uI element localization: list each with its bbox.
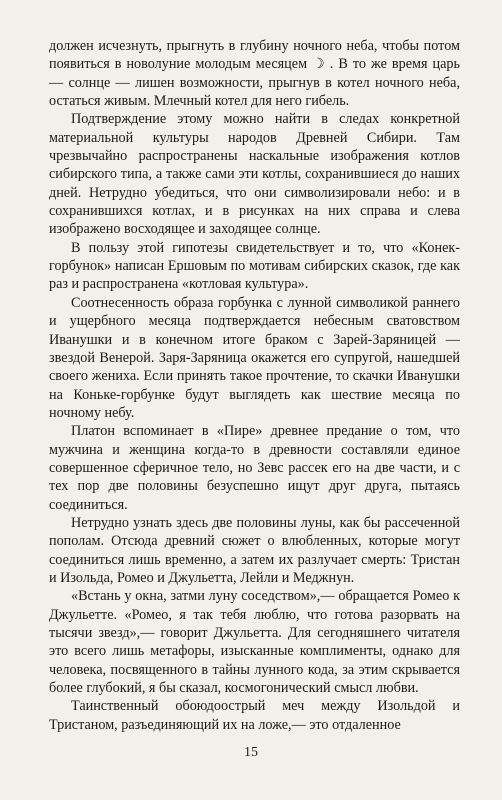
paragraph: Соотнесенность образа горбунка с лунной символикой раннего и ущербного месяца подтверждается небесным сватовством Иванушки и в конечном итоге браком с Зарей-Заряницей — звездой Венерой. Заря-Заряница окажется его супругой, нашедшей своего жениха. Если принять такое прочтение, то скачки Иванушки на Коньке-горбунке будут выглядеть как шествие месяца по ночному небу. [49,294,460,421]
paragraph: Нетрудно узнать здесь две половины луны, как бы рассеченной пополам. Отсюда древний сюжет о влюбленных, которые могут соединиться лишь временно, а затем их разлучает смерть: Тристан и Изольда, Ромео и Джульетта, Лейли и Меджнун. [49,514,460,586]
body-text [49,37,460,734]
paragraph: Таинственный обоюдоострый меч между Изольдой и Тристаном, разъединяющий их на ложе,— это отдаленное [49,698,460,733]
paragraph: «Встань у окна, затми луну соседством»,— обращается Ромео к Джульетте. «Ромео, я так тебя люблю, что готова разорвать на тысячи звезд»,— говорит Джульетта. Для сегодняшнего читателя это всего лишь метафоры, изысканные комплименты, однако для человека, посвященного в тайны лунного кода, за этим скрывается более глубокий, я бы сказал, космогонический смысл любви. [49,588,460,697]
paragraph: должен исчезнуть, прыгнуть в глубину ночного неба, чтобы потом появиться в новолуние молодым месяцем ☽ . В то же время царь — солнце — лишен возможности, прыгнув в котел ночного неба, остаться живым. Млечный котел для него гибель. [49,38,460,110]
page-number: 15 [244,745,258,760]
paragraph: Платон вспоминает в «Пире» древнее предание о том, что мужчина и женщина когда-то в древности составляли единое совершенное сферичное тело, но Зевс рассек его на две части, и с тех пор две половины безуспешно ищут друг друга, пытаясь соединиться. [49,423,460,513]
paragraph: Подтверждение этому можно найти в следах конкретной материальной культуры народов Древней Сибири. Там чрезвычайно распространены наскальные изображения котлов сибирского типа, а также сами эти котлы, сохранившиеся до наших дней. Нетрудно убедиться, что они символизировали небо: и в сохранившихся котлах, и в рисунках на них справа и слева изображено восходящее и заходящее солнце. [49,111,460,238]
paragraph: В пользу этой гипотезы свидетельствует и то, что «Конек-горбунок» написан Ершовым по мотивам сибирских сказок, где как раз и распространена «котловая культура». [49,239,460,293]
